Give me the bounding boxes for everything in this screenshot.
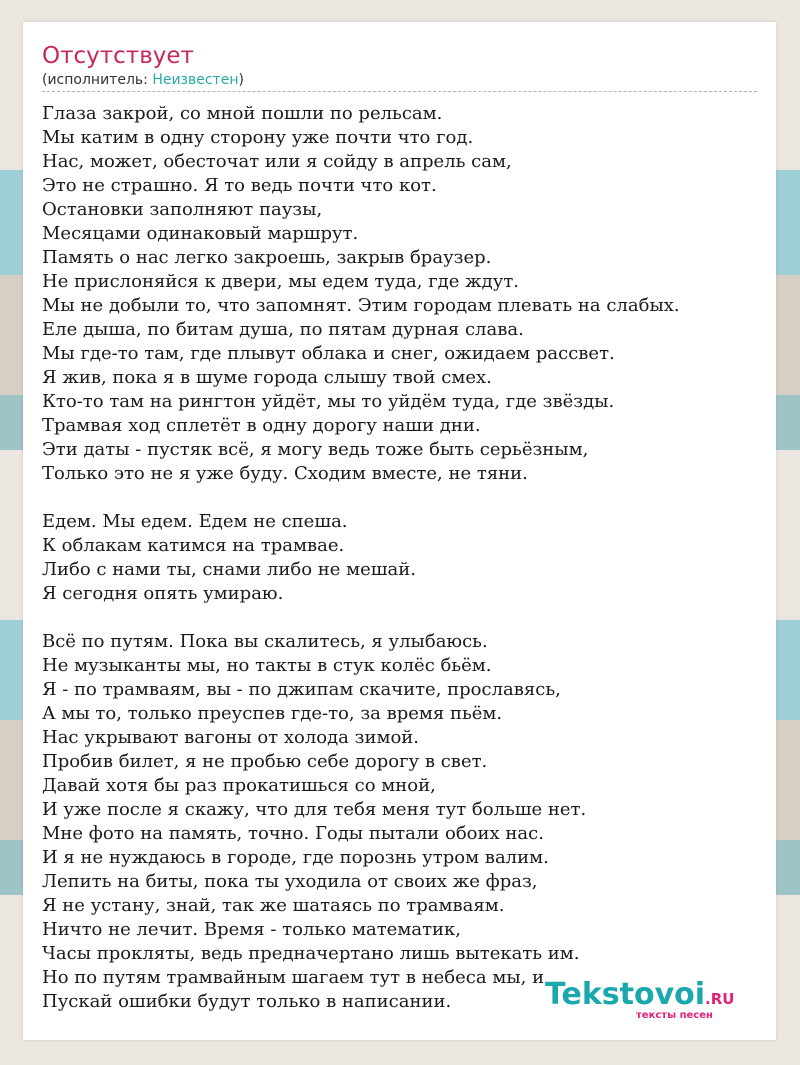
performer-link[interactable]: Неизвестен: [152, 72, 239, 88]
stanza-break: [42, 486, 767, 510]
lyric-line: Мне фото на память, точно. Годы пытали обоих нас.: [42, 823, 544, 844]
lyric-line: Часы прокляты, ведь предначертано лишь вытекать им.: [42, 943, 580, 964]
lyric-line: Либо с нами ты, снами либо не мешай.: [42, 559, 416, 580]
song-title: Отсутствует: [42, 43, 194, 69]
lyric-line: И уже после я скажу, что для тебя меня тут больше нет.: [42, 799, 587, 820]
lyric-line: Эти даты - пустяк всё, я могу ведь тоже быть серьёзным,: [42, 439, 589, 460]
logo-tagline: тексты песен: [636, 1010, 713, 1021]
performer-prefix: (исполнитель:: [42, 72, 153, 88]
lyric-line: К облакам катимся на трамвае.: [42, 535, 345, 556]
lyric-line: Трамвая ход сплетёт в одну дорогу наши дни.: [42, 415, 481, 436]
lyric-line: Я жив, пока я в шуме города слышу твой смех.: [42, 367, 492, 388]
lyric-line: Лепить на биты, пока ты уходила от своих же фраз,: [42, 871, 538, 892]
lyric-line: Я - по трамваям, вы - по джипам скачите, прославясь,: [42, 679, 561, 700]
lyric-line: Пускай ошибки будут только в написании.: [42, 991, 452, 1012]
lyric-line: Только это не я уже буду. Сходим вместе, не тяни.: [42, 463, 528, 484]
lyric-line: Кто-то там на рингтон уйдёт, мы то уйдём туда, где звёзды.: [42, 391, 615, 412]
lyric-line: Мы где-то там, где плывут облака и снег, ожидаем рассвет.: [42, 343, 615, 364]
lyric-line: Я сегодня опять умираю.: [42, 583, 284, 604]
lyric-line: Я не устану, знай, так же шатаясь по трамваям.: [42, 895, 505, 916]
logo-name: Tekstovoi: [545, 977, 706, 1012]
lyric-line: Не прислоняйся к двери, мы едем туда, где ждут.: [42, 271, 520, 292]
lyrics-text: [42, 102, 767, 1014]
lyric-line: И я не нуждаюсь в городе, где порознь утром валим.: [42, 847, 549, 868]
lyric-line: Пробив билет, я не пробью себе дорогу в свет.: [42, 751, 488, 772]
lyric-line: Месяцами одинаковый маршрут.: [42, 223, 359, 244]
performer-suffix: ): [238, 72, 244, 88]
lyric-line: Нас, может, обесточат или я сойду в апрель сам,: [42, 151, 512, 172]
lyric-line: Давай хотя бы раз прокатишься со мной,: [42, 775, 436, 796]
lyric-line: Не музыканты мы, но такты в стук колёс бьём.: [42, 655, 492, 676]
lyric-line: Но по путям трамвайным шагаем тут в небеса мы, и: [42, 967, 545, 988]
logo-tld: .RU: [705, 990, 735, 1008]
lyric-line: Нас укрывают вагоны от холода зимой.: [42, 727, 419, 748]
lyric-line: Еле дыша, по битам душа, по пятам дурная слава.: [42, 319, 524, 340]
lyric-line: Ничто не лечит. Время - только математик,: [42, 919, 461, 940]
lyric-line: Мы катим в одну сторону уже почти что год.: [42, 127, 474, 148]
title-divider: [42, 91, 757, 92]
lyric-line: Глаза закрой, со мной пошли по рельсам.: [42, 103, 443, 124]
lyric-line: Память о нас легко закроешь, закрыв браузер.: [42, 247, 492, 268]
performer-line: [42, 71, 244, 89]
lyric-line: Всё по путям. Пока вы скалитесь, я улыбаюсь.: [42, 631, 488, 652]
lyric-line: А мы то, только преуспев где-то, за время пьём.: [42, 703, 503, 724]
stanza-break: [42, 606, 767, 630]
lyrics-card: [23, 22, 776, 1040]
lyric-line: Едем. Мы едем. Едем не спеша.: [42, 511, 348, 532]
lyric-line: Мы не добыли то, что запомнят. Этим городам плевать на слабых.: [42, 295, 680, 316]
lyric-line: Остановки заполняют паузы,: [42, 199, 323, 220]
lyric-line: Это не страшно. Я то ведь почти что кот.: [42, 175, 437, 196]
